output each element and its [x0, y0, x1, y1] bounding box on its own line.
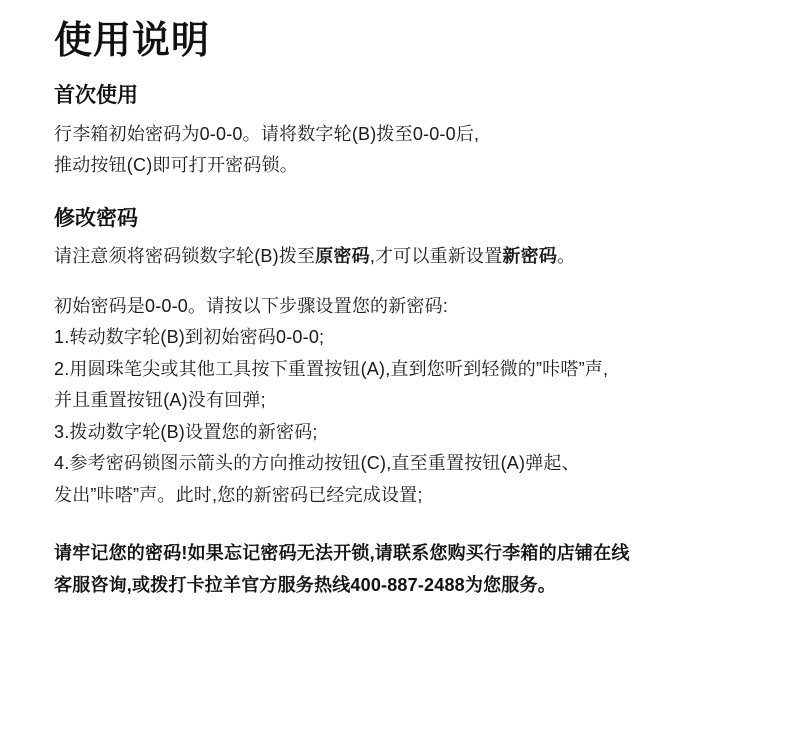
notice-text-part-3: 。 [557, 246, 576, 267]
step-line: 4.参考密码锁图示箭头的方向推动按钮(C),直至重置按钮(A)弹起、 [54, 453, 580, 474]
step-line: 3.拨动数字轮(B)设置您的新密码; [54, 421, 318, 442]
steps-list [54, 322, 736, 511]
steps-intro: 初始密码是0-0-0。请按以下步骤设置您的新密码: [54, 295, 449, 316]
step-line: 并且重置按钮(A)没有回弹; [54, 390, 266, 411]
page-title: 使用说明 [54, 20, 211, 62]
section-heading-change-password: 修改密码 [54, 206, 138, 230]
password-reminder-note-line-1: 请牢记您的密码!如果忘记密码无法开锁,请联系您购买行李箱的店铺在线 [54, 543, 630, 564]
first-use-line-1: 行李箱初始密码为0-0-0。请将数字轮(B)拨至0-0-0后, [54, 123, 480, 144]
notice-text-part-1: 请注意须将密码锁数字轮(B)拨至 [54, 246, 316, 267]
password-reminder-note-line-2: 客服咨询,或拨打卡拉羊官方服务热线400-887-2488为您服务。 [54, 575, 556, 596]
spacer-before-note [54, 511, 736, 537]
notice-text-part-2: ,才可以重新设置 [369, 246, 503, 267]
first-use-line-2: 推动按钮(C)即可打开密码锁。 [54, 155, 298, 176]
section-heading-first-use: 首次使用 [54, 84, 138, 108]
step-line: 发出”咔嗒”声。此时,您的新密码已经完成设置; [54, 484, 423, 505]
notice-emphasis-original-password: 原密码 [315, 246, 370, 267]
step-line: 2.用圆珠笔尖或其他工具按下重置按钮(A),直到您听到轻微的”咔嗒”声, [54, 358, 609, 379]
change-password-notice [54, 241, 736, 273]
step-line: 1.转动数字轮(B)到初始密码0-0-0; [54, 327, 325, 348]
notice-emphasis-new-password: 新密码 [502, 246, 558, 267]
spacer-before-intro [54, 273, 736, 291]
